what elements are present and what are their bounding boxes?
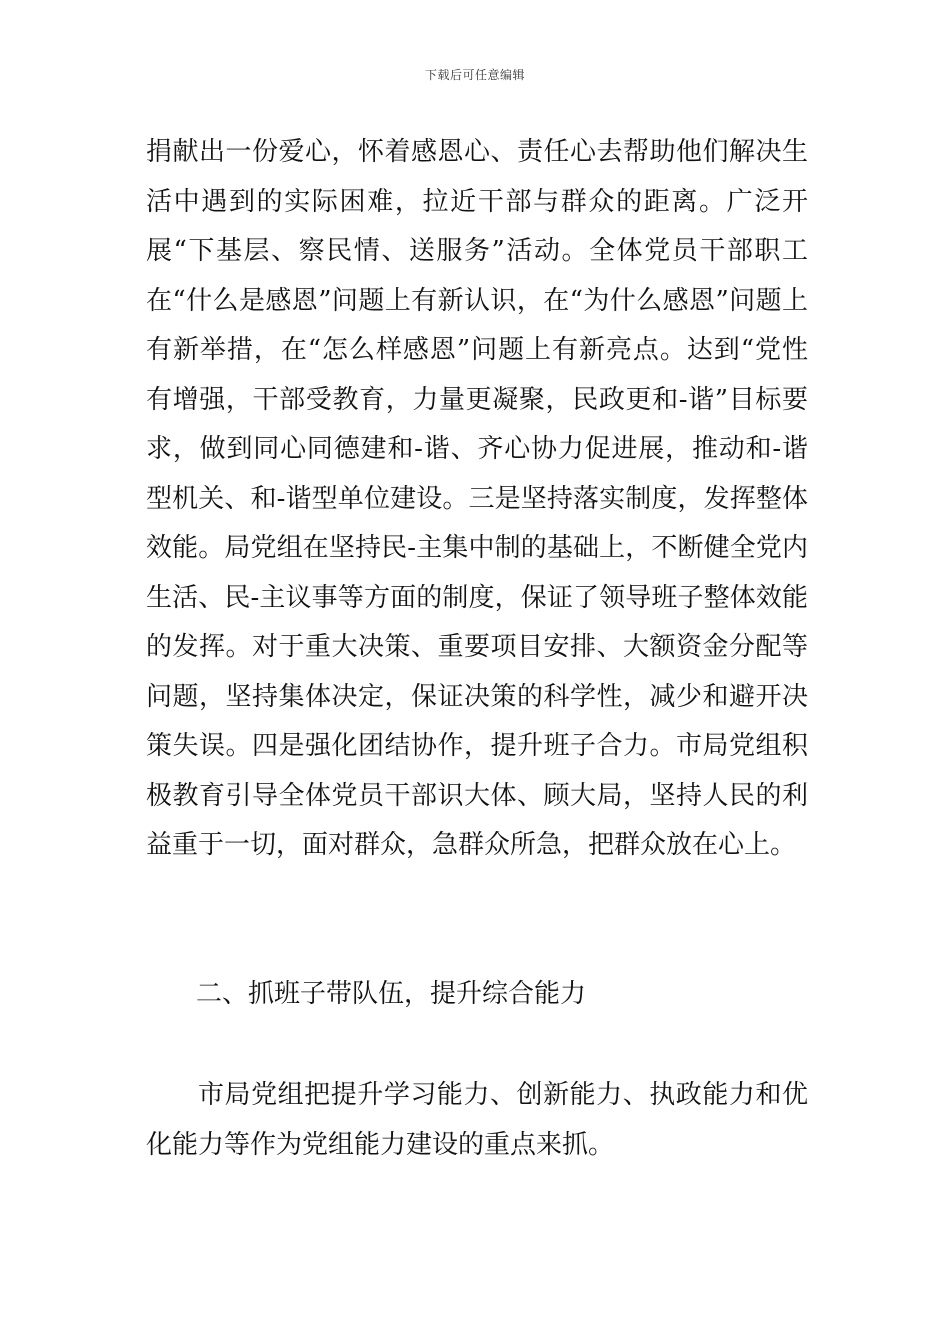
- section-heading-2: 二、抓班子带队伍，提升综合能力: [196, 979, 587, 1009]
- body-paragraph-2: 市局党组把提升学习能力、创新能力、执政能力和优化能力等作为党组能力建设的重点来抓。: [146, 1080, 808, 1160]
- page-header: 下载后可任意编辑: [424, 68, 525, 82]
- body-paragraph-1: 捐献出一份爱心，怀着感恩心、责任心去帮助他们解决生活中遇到的实际困难，拉近干部与群众的距离。广泛开展“下基层、察民情、送服务”活动。全体党员干部职工在“什么是感恩”问题上有新认识，在“为什么感恩”问题上有新举措，在“怎么样感恩”问题上有新亮点。达到“党性有增强，干部受教育，力量更凝聚，民政更和-谐”目标要求，做到同心同德建和-谐、齐心协力促进展，推动和-谐型机关、和-谐型单位建设。三是坚持落实制度，发挥整体效能。局党组在坚持民-主集中制的基础上，不断健全党内生活、民-主议事等方面的制度，保证了领导班子整体效能的发挥。对于重大决策、重要项目安排、大额资金分配等问题，坚持集体决定，保证决策的科学性，减少和避开决策失误。四是强化团结协作，提升班子合力。市局党组积极教育引导全体党员干部识大体、顾大局，坚持人民的利益重于一切，面对群众，急群众所急，把群众放在心上。: [146, 137, 808, 860]
